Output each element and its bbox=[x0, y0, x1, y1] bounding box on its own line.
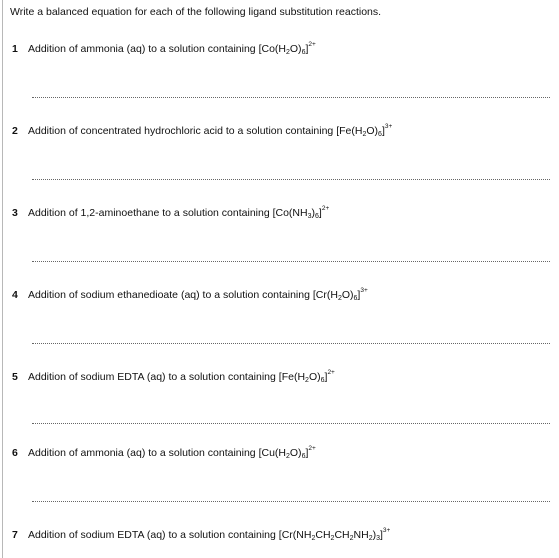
formula-text: [Cr(NH bbox=[278, 529, 312, 541]
formula-text: CH bbox=[334, 529, 350, 541]
formula-subscript: 2 bbox=[285, 49, 290, 56]
formula-subscript: 2 bbox=[349, 535, 354, 542]
formula-charge: 3+ bbox=[384, 123, 393, 130]
question-4 bbox=[12, 289, 368, 301]
complex-formula bbox=[336, 125, 392, 137]
question-number: 7 bbox=[12, 529, 18, 541]
question-5 bbox=[12, 371, 335, 383]
complex-formula bbox=[279, 529, 391, 541]
question-number: 4 bbox=[12, 289, 18, 301]
formula-charge: 2+ bbox=[308, 41, 316, 48]
formula-subscript: 3 bbox=[307, 213, 312, 220]
formula-subscript: 6 bbox=[378, 131, 382, 138]
formula-subscript: 6 bbox=[353, 295, 358, 302]
complex-formula bbox=[313, 289, 368, 301]
formula-charge: 2+ bbox=[327, 369, 335, 376]
answer-line-1[interactable] bbox=[32, 97, 550, 98]
question-text: Addition of 1,2-aminoethane to a solution containing bbox=[28, 207, 273, 219]
question-text: Addition of ammonia (aq) to a solution containing bbox=[28, 43, 259, 55]
formula-text: O) bbox=[366, 125, 379, 137]
answer-line-2[interactable] bbox=[32, 179, 550, 180]
question-number: 2 bbox=[12, 125, 18, 137]
formula-subscript: 2 bbox=[285, 453, 290, 460]
formula-subscript: 6 bbox=[315, 213, 319, 220]
answer-line-6[interactable] bbox=[32, 501, 550, 502]
formula-subscript: 3 bbox=[376, 535, 380, 542]
question-number: 3 bbox=[12, 207, 18, 219]
question-text: Addition of concentrated hydrochloric acid to a solution containing bbox=[28, 125, 337, 137]
left-margin-rule bbox=[2, 0, 3, 558]
formula-charge: 3+ bbox=[360, 287, 368, 294]
formula-text: ] bbox=[357, 289, 361, 301]
formula-text: [Fe(H bbox=[336, 125, 363, 137]
question-text: Addition of ammonia (aq) to a solution containing bbox=[28, 447, 259, 459]
formula-text: ] bbox=[381, 125, 385, 137]
formula-text: O) bbox=[289, 447, 302, 459]
formula-subscript: 2 bbox=[330, 535, 335, 542]
answer-line-5[interactable] bbox=[32, 423, 550, 424]
complex-formula bbox=[273, 207, 330, 219]
formula-subscript: 2 bbox=[368, 535, 373, 542]
question-text: Addition of sodium ethanedioate (aq) to a solution containing bbox=[28, 289, 313, 301]
question-text: Addition of sodium EDTA (aq) to a solution containing bbox=[28, 529, 279, 541]
complex-formula bbox=[279, 371, 335, 383]
formula-subscript: 2 bbox=[311, 535, 316, 542]
formula-subscript: 2 bbox=[362, 131, 367, 138]
question-text: Addition of sodium EDTA (aq) to a solution containing bbox=[28, 371, 279, 383]
complex-formula bbox=[259, 447, 316, 459]
formula-text: [Co(H bbox=[258, 43, 286, 55]
formula-text: ] bbox=[305, 43, 309, 55]
answer-line-3[interactable] bbox=[32, 261, 550, 262]
question-6 bbox=[12, 447, 316, 459]
formula-subscript: 6 bbox=[301, 49, 306, 56]
formula-text: ) bbox=[311, 207, 316, 219]
formula-subscript: 2 bbox=[305, 377, 309, 384]
formula-charge: 2+ bbox=[321, 205, 330, 212]
formula-text: ] bbox=[324, 371, 328, 383]
question-number: 1 bbox=[12, 43, 18, 55]
instruction-text: Write a balanced equation for each of the following ligand substitution reactions. bbox=[10, 6, 382, 18]
formula-text: O) bbox=[308, 371, 321, 383]
complex-formula bbox=[259, 43, 316, 55]
formula-subscript: 6 bbox=[301, 453, 306, 460]
formula-charge: 2+ bbox=[308, 445, 316, 452]
formula-text: O) bbox=[289, 43, 302, 55]
formula-text: O) bbox=[341, 289, 354, 301]
formula-text: ] bbox=[318, 207, 322, 219]
formula-text: [Cr(H bbox=[312, 289, 338, 301]
formula-text: ] bbox=[380, 529, 383, 541]
question-3 bbox=[12, 207, 329, 219]
question-2 bbox=[12, 125, 392, 137]
formula-charge: 3+ bbox=[382, 527, 391, 534]
formula-subscript: 6 bbox=[320, 377, 325, 384]
answer-line-4[interactable] bbox=[32, 343, 550, 344]
formula-text: ) bbox=[372, 529, 377, 541]
formula-text: [Fe(H bbox=[278, 371, 306, 383]
formula-text: NH bbox=[353, 529, 369, 541]
question-number: 6 bbox=[12, 447, 18, 459]
formula-subscript: 2 bbox=[337, 295, 342, 302]
formula-text: ] bbox=[305, 447, 309, 459]
question-7 bbox=[12, 529, 390, 541]
question-1 bbox=[12, 43, 316, 55]
question-number: 5 bbox=[12, 371, 18, 383]
formula-text: [Co(NH bbox=[272, 207, 308, 219]
formula-text: [Cu(H bbox=[258, 447, 286, 459]
formula-text: CH bbox=[315, 529, 331, 541]
